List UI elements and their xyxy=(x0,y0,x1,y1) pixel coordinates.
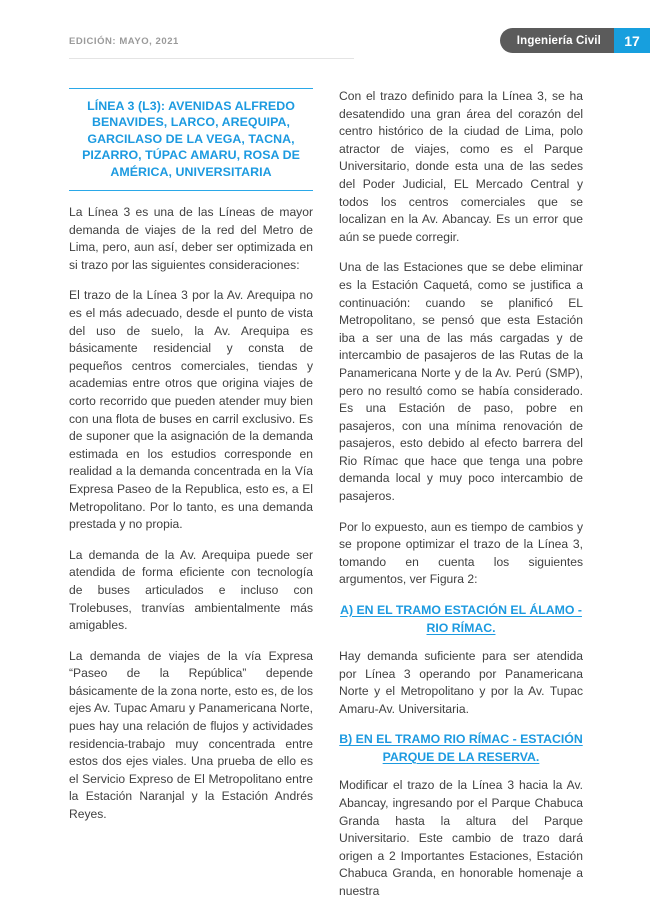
paragraph: La demanda de la Av. Arequipa puede ser atendida de forma eficiente con tecnología de buses articulados e incluso con Trolebuses, tranvías ambientalmente más amigables. xyxy=(69,547,313,633)
page-number-badge: 17 xyxy=(614,28,650,53)
header-divider-rule xyxy=(69,58,354,59)
two-column-body xyxy=(69,88,583,901)
page-title: LÍNEA 3 (L3): AVENIDAS ALFREDO BENAVIDES, LARCO, AREQUIPA, GARCILASO DE LA VEGA, TACNA, PIZARRO, TÚPAC AMARU, ROSA DE AMÉRICA, UNIVERSITARIA xyxy=(82,99,300,179)
section-subheading-a: A) EN EL TRAMO ESTACIÓN EL ÁLAMO - RIO RÍMAC. xyxy=(340,603,582,635)
header-tag-group xyxy=(500,28,650,53)
paragraph: Por lo expuesto, aun es tiempo de cambios y se propone optimizar el trazo de la Línea 3, tomando en cuenta los siguientes argumentos, ver Figura 2: xyxy=(339,519,583,587)
paragraph: Hay demanda suficiente para ser atendida por Línea 3 operando por Panamericana Norte y el Metropolitano y por la Av. Tupac Amaru-Av. Universitaria. xyxy=(339,649,583,716)
left-column xyxy=(69,88,313,901)
paragraph: El trazo de la Línea 3 por la Av. Arequipa no es el más adecuado, desde el punto de vista del uso de suelo, la Av. Arequipa es básicamente residencial y consta de pequeños centros comerciales, tiendas y academias entre otros que origina viajes de corto recorrido que pueden atender muy bien con una flota de buses en carril exclusivo. Es de suponer que la asignación de la demanda estimada en los estudios corresponde en realidad a la demanda concentrada en la Vía Expresa Paseo de la Republica, esto es, a El Metropolitano. Por lo tanto, es una demanda prestada y no propia. xyxy=(69,288,313,532)
right-column xyxy=(339,88,583,901)
edition-label: EDICIÓN: MAYO, 2021 xyxy=(69,36,179,47)
paragraph: Una de las Estaciones que se debe eliminar es la Estación Caquetá, como se justifica a continuación: cuando se planificó EL Metropolitano, se pensó que esta Estación iba a ser una de las más cargadas y de intercambio de pasajeros de las Rutas de la Panamericana Norte y de la Av. Perú (SMP), pero no resultó como se había considerado. Es una Estación de paso, pobre en pasajeros, con una mínima renovación de pasajeros, esto debido al efecto barrera del Rio Rímac que hace que tenga una pobre demanda local y muy poco intercambio de pasajeros. xyxy=(339,260,583,504)
section-subheading-b: B) EN EL TRAMO RIO RÍMAC - ESTACIÓN PARQUE DE LA RESERVA. xyxy=(339,732,583,764)
paragraph: La demanda de viajes de la vía Expresa “Paseo de la República” depende básicamente de la zona norte, esto es, de los ejes Av. Tupac Amaru y Panamericana Norte, pues hay una relación de flujos y actividades residencia-trabajo muy concentrada entre estos dos ejes viales. Una prueba de ello es el Servicio Expreso de El Metropolitano entre la Estación Naranjal y la Estación Andrés Reyes. xyxy=(69,648,313,822)
article-title-block xyxy=(69,88,313,191)
paragraph: La Línea 3 es una de las Líneas de mayor demanda de viajes de la red del Metro de Lima, pero, aun así, deber ser optimizada en si trazo por las siguientes consideraciones: xyxy=(69,205,313,272)
magazine-name-tab: Ingeniería Civil xyxy=(500,28,614,53)
page-header xyxy=(0,28,650,64)
paragraph: Modificar el trazo de la Línea 3 hacia la Av. Abancay, ingresando por el Parque Chabuca Granda hasta la altura del Parque Universitario. Este cambio de trazo dará origen a 2 Importantes Estaciones, Estación Chabuca Granda, en honorable homenaje a nuestra xyxy=(339,778,583,898)
paragraph: Con el trazo definido para la Línea 3, se ha desatendido una gran área del corazón del centro histórico de la ciudad de Lima, polo atractor de viajes, como es el Parque Universitario, donde esta una de las sedes del Poder Judicial, EL Mercado Central y todos los centros comerciales que se localizan en la Av. Abancay. Es un error que aún se puede corregir. xyxy=(339,89,583,244)
